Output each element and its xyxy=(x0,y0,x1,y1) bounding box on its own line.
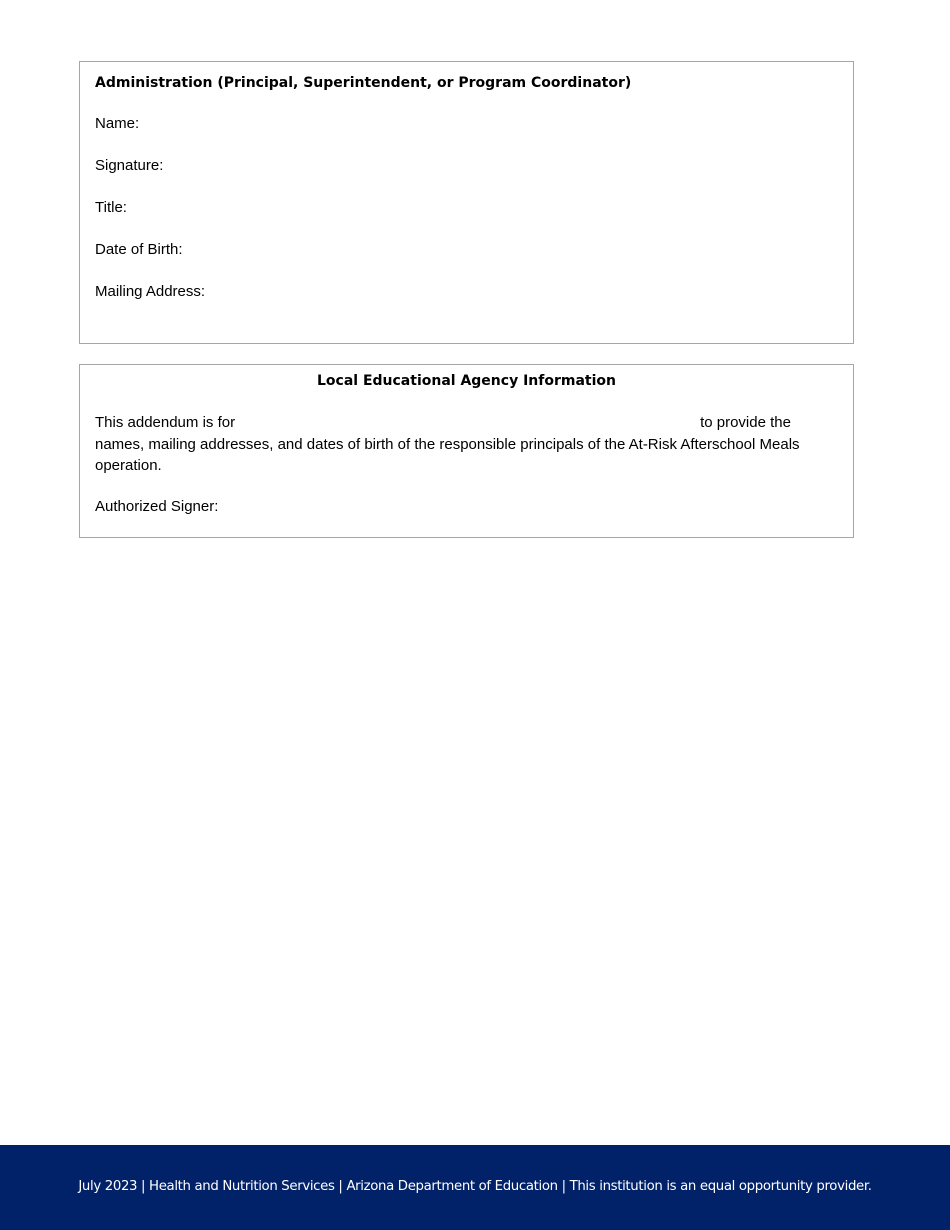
addendum-paragraph xyxy=(95,412,835,477)
addendum-text-start: This addendum is for xyxy=(95,414,236,431)
name-field-label: Name: xyxy=(95,115,140,132)
date-of-birth-field-label: Date of Birth: xyxy=(95,241,183,258)
lea-heading: Local Educational Agency Information xyxy=(317,373,616,389)
title-field-label: Title: xyxy=(95,199,127,216)
mailing-address-field-label: Mailing Address: xyxy=(95,283,206,300)
addendum-text-end: to provide the names, mailing addresses, and dates of birth of the responsible principals of the At-Risk Afterschool Meals operation. xyxy=(95,414,800,474)
signature-field-label: Signature: xyxy=(95,157,164,174)
administration-section xyxy=(79,61,854,344)
authorized-signer-label: Authorized Signer: xyxy=(95,498,219,515)
page-footer xyxy=(0,1145,950,1230)
administration-heading: Administration (Principal, Superintendent, or Program Coordinator) xyxy=(95,75,632,91)
footer-text: July 2023 | Health and Nutrition Services | Arizona Department of Education | This institution is an equal opportunity provider. xyxy=(78,1179,872,1194)
lea-information-section xyxy=(79,364,854,538)
